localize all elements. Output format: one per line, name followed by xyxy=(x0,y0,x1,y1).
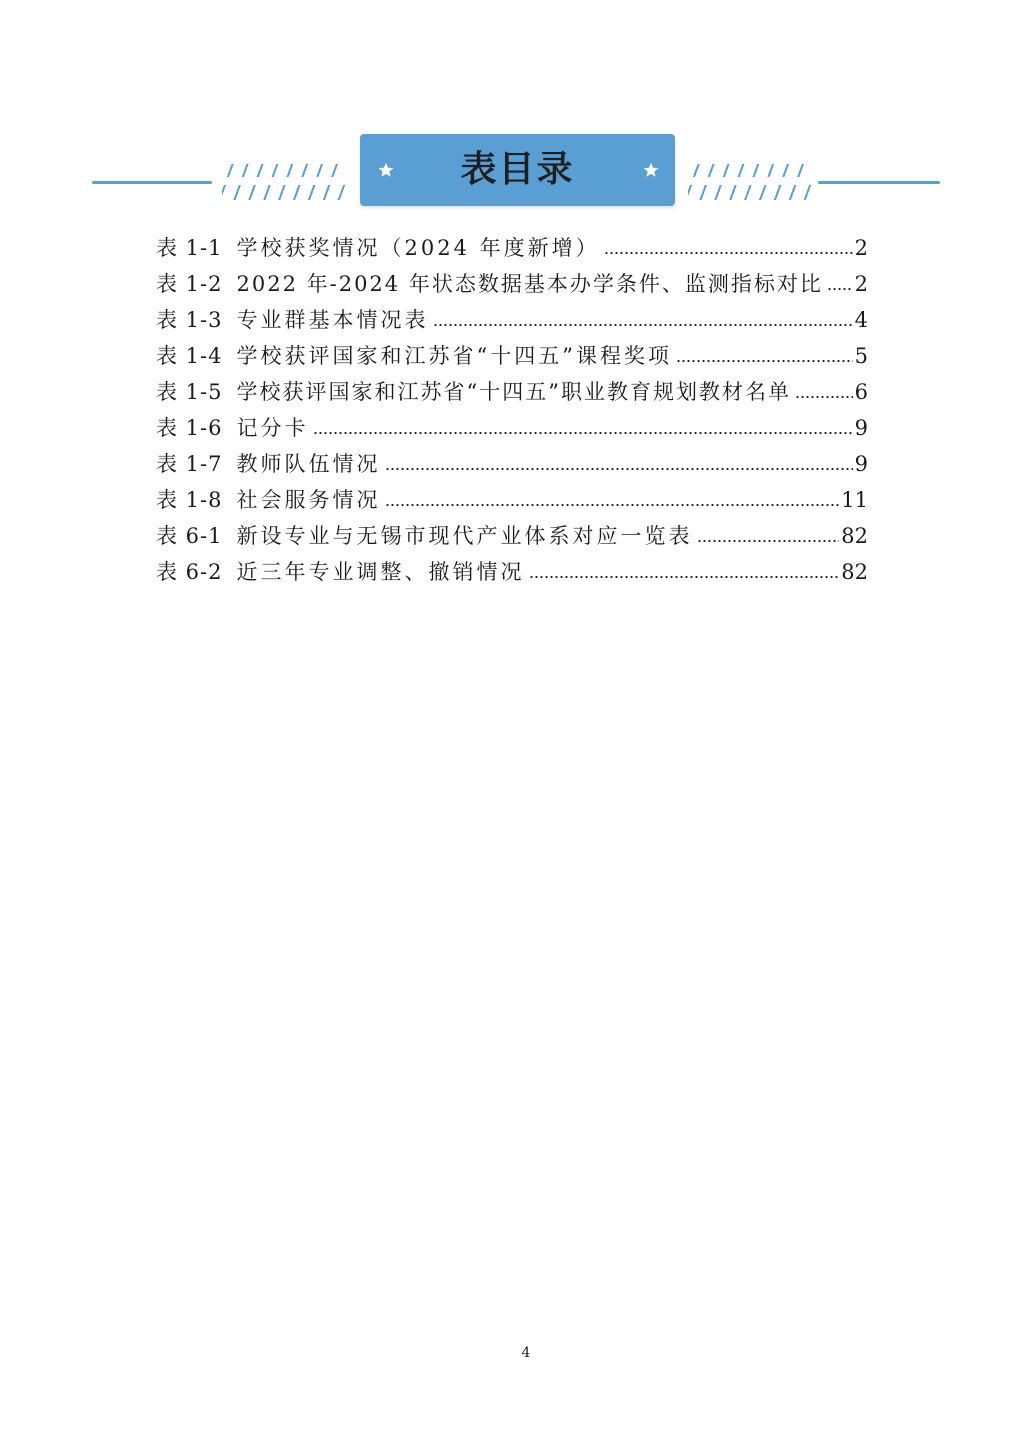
toc-entry-page: 11 xyxy=(841,488,868,512)
toc-entry-page: 82 xyxy=(841,524,868,548)
toc-entry-page: 5 xyxy=(854,344,868,368)
toc-entry[interactable] xyxy=(156,554,868,590)
toc-entry-label: 表 1-7 xyxy=(156,452,223,476)
toc-entry-label: 表 1-5 xyxy=(156,380,223,404)
toc-entry[interactable] xyxy=(156,410,868,446)
toc-entry-title: 记分卡 xyxy=(236,416,309,440)
toc-entry-page: 9 xyxy=(854,416,868,440)
page-title: 表目录 xyxy=(460,149,575,190)
dot-leader xyxy=(697,522,840,543)
toc-entry-page: 2 xyxy=(854,272,868,296)
decorative-hatch-right xyxy=(688,164,812,200)
toc-entry[interactable] xyxy=(156,266,868,302)
dot-leader xyxy=(604,234,853,255)
toc-entry[interactable] xyxy=(156,518,868,554)
page-number: 4 xyxy=(521,1345,531,1361)
dot-leader xyxy=(529,558,840,579)
toc-entry-label: 表 1-2 xyxy=(156,272,223,296)
toc-entry-page: 82 xyxy=(841,560,868,584)
toc-entry[interactable] xyxy=(156,230,868,266)
dot-leader xyxy=(795,378,853,399)
decorative-rule-right xyxy=(818,181,940,184)
toc-entry-label: 表 1-3 xyxy=(156,308,223,332)
toc-entry-label: 表 6-1 xyxy=(156,524,223,548)
toc-entry-title: 学校获评国家和江苏省“十四五”课程奖项 xyxy=(236,344,672,368)
dot-leader xyxy=(827,270,853,291)
toc-entry-title: 教师队伍情况 xyxy=(236,452,381,476)
dot-leader xyxy=(313,414,853,435)
toc-entry-title: 2022 年-2024 年状态数据基本办学条件、监测指标对比 xyxy=(236,272,823,296)
toc-entry-title: 社会服务情况 xyxy=(236,488,381,512)
toc-entry[interactable] xyxy=(156,302,868,338)
decorative-hatch-left xyxy=(222,164,346,200)
toc-entry-page: 4 xyxy=(854,308,868,332)
dot-leader xyxy=(433,306,853,327)
toc-entry[interactable] xyxy=(156,482,868,518)
toc-entry-page: 6 xyxy=(854,380,868,404)
toc-entry[interactable] xyxy=(156,338,868,374)
title-box xyxy=(360,134,675,206)
toc-entry-label: 表 6-2 xyxy=(156,560,223,584)
toc-entry-label: 表 1-8 xyxy=(156,488,223,512)
toc-entry-title: 新设专业与无锡市现代产业体系对应一览表 xyxy=(236,524,693,548)
toc-entry-page: 2 xyxy=(854,236,868,260)
toc-entry-title: 近三年专业调整、撤销情况 xyxy=(236,560,525,584)
dot-leader xyxy=(385,450,853,471)
toc-entry-label: 表 1-6 xyxy=(156,416,223,440)
table-of-contents xyxy=(156,230,868,590)
toc-entry-page: 9 xyxy=(854,452,868,476)
toc-entry[interactable] xyxy=(156,446,868,482)
dot-leader xyxy=(676,342,853,363)
toc-entry-label: 表 1-1 xyxy=(156,236,223,260)
star-icon xyxy=(643,162,659,178)
toc-entry-title: 专业群基本情况表 xyxy=(236,308,429,332)
toc-entry-label: 表 1-4 xyxy=(156,344,223,368)
decorative-rule-left xyxy=(92,181,212,184)
toc-header-banner xyxy=(0,130,1024,210)
dot-leader xyxy=(385,486,840,507)
toc-entry[interactable] xyxy=(156,374,868,410)
toc-entry-title: 学校获评国家和江苏省“十四五”职业教育规划教材名单 xyxy=(236,380,791,404)
toc-entry-title: 学校获奖情况（2024 年度新增） xyxy=(236,236,600,260)
